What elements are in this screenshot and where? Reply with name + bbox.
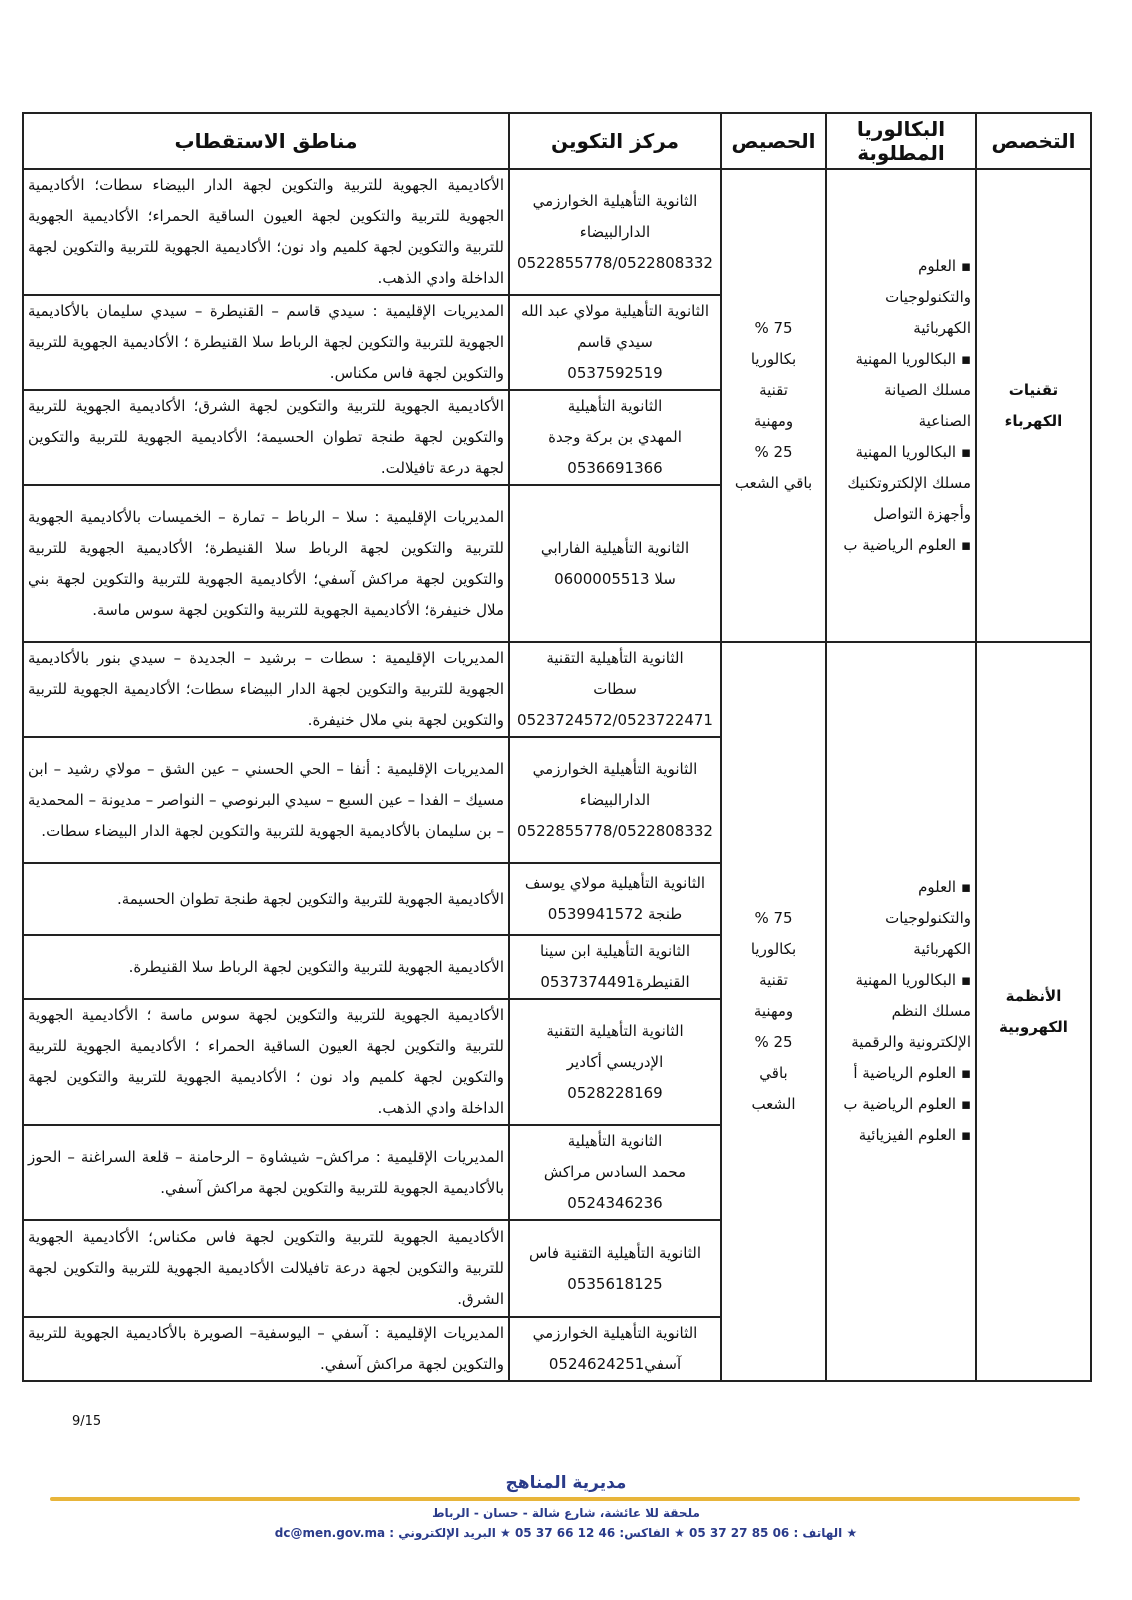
center-line: الثانوية التأهيلية التقنية: [546, 649, 684, 667]
bac-cell: [826, 642, 976, 1381]
center-line: سلا 0600005513: [554, 569, 676, 588]
center-line: الدارالبيضاء: [579, 222, 651, 241]
bac-item: ▪ البكالوريا المهنية مسلك النظم الإلكترونية والرقمية: [851, 971, 971, 1051]
center-line: الثانوية التأهيلية: [567, 397, 663, 415]
center-cell: [509, 1125, 721, 1220]
regions-cell: المديريات الإقليمية : سيدي قاسم – القنيطرة – سيدي سليمان بالأكاديمية الجهوية للتربية والتكوين لجهة الرباط سلا القنيطرة ؛ الأكاديمية الجهوية للتربية والتكوين لجهة فاس مكناس.: [23, 295, 509, 390]
center-line: الثانوية التأهيلية الخوارزمي: [532, 759, 698, 778]
center-cell: [509, 1317, 721, 1381]
center-cell: [509, 642, 721, 737]
regions-cell: الأكاديمية الجهوية للتربية والتكوين لجهة طنجة تطوان الحسيمة.: [23, 863, 509, 935]
center-line: القنيطرة0537374491: [540, 973, 690, 991]
footer-divider: [50, 1497, 1080, 1501]
regions-cell: المديريات الإقليمية : أنفا – الحي الحسني – عين الشق – مولاي رشيد – ابن مسيك – الفدا – عين السبع – سيدي البرنوصي – النواصر – مديونة – المحمدية – بن سليمان بالأكاديمية الجهوية للتربية والتكوين لجهة الدار البيضاء سطات.: [23, 737, 509, 863]
header-row: [23, 113, 1091, 169]
footer-address: ملحقة للا عائشة، شارع شالة - حسان - الرباط: [432, 1506, 700, 1520]
bac-item: ▪ العلوم والتكنولوجيات الكهربائية: [885, 878, 971, 958]
center-line: الثانوية التأهيلية التقنية: [546, 1021, 684, 1040]
center-line: الثانوية التأهيلية ابن سينا: [539, 942, 691, 960]
center-line: سيدي قاسم: [577, 333, 653, 351]
header-specialty: التخصص: [976, 113, 1091, 169]
center-line: الثانوية التأهيلية التقنية فاس: [528, 1243, 702, 1262]
center-line: طنجة 0539941572: [547, 905, 683, 923]
center-cell: [509, 485, 721, 642]
quota-cell: [721, 169, 826, 642]
center-cell: [509, 863, 721, 935]
center-line: 0523724572/0523722471: [517, 711, 713, 729]
center-line: الثانوية التأهيلية الفارابي: [540, 538, 690, 557]
center-line: الثانوية التأهيلية مولاي يوسف: [524, 874, 706, 892]
center-line: آسفي0524624251: [548, 1355, 682, 1373]
quota-line: بكالوريا: [750, 349, 797, 368]
bac-item: ▪ العلوم الفيزيائية: [858, 1126, 971, 1144]
regions-cell: الأكاديمية الجهوية للتربية والتكوين لجهة سوس ماسة ؛ الأكاديمية الجهوية للتربية والتكوين لجهة العيون الساقية الحمراء ؛ الأكاديمية الجهوية للتربية والتكوين لجهة كلميم واد نون ؛ الأكاديمية الجهوية للتربية والتكوين لجهة الداخلة وادي الذهب.: [23, 999, 509, 1125]
regions-cell: الأكاديمية الجهوية للتربية والتكوين لجهة فاس مكناس؛ الأكاديمية الجهوية للتربية والتكوين لجهة درعة تافيلالت الأكاديمية الجهوية للتربية والتكوين لجهة الشرق.: [23, 1220, 509, 1317]
center-cell: [509, 295, 721, 390]
quota-line: الشعب: [751, 1095, 796, 1113]
bac-item: ▪ العلوم الرياضية ب: [843, 1095, 971, 1113]
center-line: 0528228169: [567, 1083, 663, 1102]
center-cell: [509, 737, 721, 863]
bac-cell: [826, 169, 976, 642]
center-cell: [509, 999, 721, 1125]
header-center: مركز التكوين: [509, 113, 721, 169]
quota-line: 75 %: [754, 909, 793, 927]
center-line: الثانوية التأهيلية الخوارزمي: [532, 191, 698, 210]
quota-line: 25 %: [754, 1033, 793, 1051]
quota-line: بكالوريا: [750, 940, 797, 958]
center-line: الثانوية التأهيلية مولاي عبد الله: [520, 302, 710, 320]
quota-line: ومهنية: [753, 411, 794, 430]
center-line: الثانوية التأهيلية الخوارزمي: [532, 1324, 698, 1342]
center-line: 0524346236: [567, 1194, 663, 1212]
regions-cell: المديريات الإقليمية : مراكش– شيشاوة – الرحامنة – قلعة السراغنة – الحوز بالأكاديمية الجهوية للتربية والتكوين لجهة مراكش آسفي.: [23, 1125, 509, 1220]
table-row: [23, 642, 1091, 737]
quota-cell: [721, 642, 826, 1381]
regions-cell: الأكاديمية الجهوية للتربية والتكوين لجهة الدار البيضاء سطات؛ الأكاديمية الجهوية للتربية والتكوين لجهة العيون الساقية الحمراء؛ الأكاديمية الجهوية للتربية والتكوين لجهة كلميم واد نون؛ الأكاديمية الجهوية للتربية والتكوين لجهة الداخلة وادي الذهب.: [23, 169, 509, 295]
center-line: 0522855778/0522808332: [517, 821, 713, 840]
page-number: 9/15: [72, 1414, 102, 1429]
header-quota: الحصيص: [721, 113, 826, 169]
footer-title: مديرية المناهج: [505, 1473, 627, 1493]
center-line: الدارالبيضاء: [579, 790, 651, 809]
quota-line: باقي الشعب: [734, 473, 813, 492]
center-line: محمد السادس مراكش: [543, 1163, 687, 1181]
center-cell: [509, 390, 721, 485]
quota-line: تقنية: [759, 380, 788, 399]
curriculum-table: [22, 112, 1092, 1382]
regions-cell: المديريات الإقليمية : سطات – برشيد – الجديدة – سيدي بنور بالأكاديمية الجهوية للتربية والتكوين لجهة الدار البيضاء سطات؛ الأكاديمية الجهوية للتربية والتكوين لجهة بني ملال خنيفرة.: [23, 642, 509, 737]
center-cell: [509, 169, 721, 295]
regions-cell: المديريات الإقليمية : آسفي – اليوسفية– الصويرة بالأكاديمية الجهوية للتربية والتكوين لجهة مراكش آسفي.: [23, 1317, 509, 1381]
center-cell: [509, 1220, 721, 1317]
center-line: 0537592519: [567, 364, 663, 382]
bac-item: ▪ العلوم الرياضية ب: [843, 535, 971, 554]
center-line: المهدي بن بركة وجدة: [548, 428, 682, 446]
bac-item: ▪ البكالوريا المهنية مسلك الإلكتروتكنيك وأجهزة التواصل: [847, 442, 971, 523]
regions-cell: الأكاديمية الجهوية للتربية والتكوين لجهة الرباط سلا القنيطرة.: [23, 935, 509, 999]
header-bac: البكالوريا المطلوبة: [826, 113, 976, 169]
quota-line: باقي: [759, 1064, 788, 1082]
regions-cell: المديريات الإقليمية : سلا – الرباط – تمارة – الخميسات بالأكاديمية الجهوية للتربية والتكوين لجهة الرباط سلا القنيطرة؛ الأكاديمية الجهوية للتربية والتكوين لجهة مراكش آسفي؛ الأكاديمية الجهوية للتربية والتكوين لجهة بني ملال خنيفرة؛ الأكاديمية الجهوية للتربية والتكوين لجهة سوس ماسة.: [23, 485, 509, 642]
quota-line: تقنية: [759, 971, 788, 989]
center-line: 0535618125: [567, 1274, 663, 1293]
center-line: الإدريسي أكادير: [566, 1052, 664, 1071]
center-line: 0522855778/0522808332: [517, 253, 713, 272]
quota-line: 75 %: [754, 318, 793, 337]
bac-item: ▪ العلوم الرياضية أ: [853, 1064, 971, 1082]
bac-item: ▪ البكالوريا المهنية مسلك الصيانة الصناعية: [855, 349, 971, 430]
bac-item: ▪ العلوم والتكنولوجيات الكهربائية: [885, 256, 971, 337]
header-regions: مناطق الاستقطاب: [23, 113, 509, 169]
quota-line: 25 %: [754, 442, 793, 461]
quota-line: ومهنية: [753, 1002, 794, 1020]
center-line: الثانوية التأهيلية: [567, 1132, 663, 1150]
specialty-cell: الأنظمة الكهروبية: [976, 642, 1091, 1381]
table-row: [23, 169, 1091, 295]
regions-cell: الأكاديمية الجهوية للتربية والتكوين لجهة الشرق؛ الأكاديمية الجهوية للتربية والتكوين لجهة طنجة تطوان الحسيمة؛ الأكاديمية الجهوية للتربية والتكوين لجهة درعة تافيلالت.: [23, 390, 509, 485]
center-line: سطات: [593, 680, 637, 698]
center-cell: [509, 935, 721, 999]
specialty-cell: تقنيات الكهرباء: [976, 169, 1091, 642]
center-line: 0536691366: [567, 459, 663, 477]
footer-contact: ★ الهاتف : 06 85 27 37 05 ★ الفاكس: 46 12 66 37 05 ★ البريد الإلكتروني : dc@men.gov.ma: [274, 1526, 858, 1540]
